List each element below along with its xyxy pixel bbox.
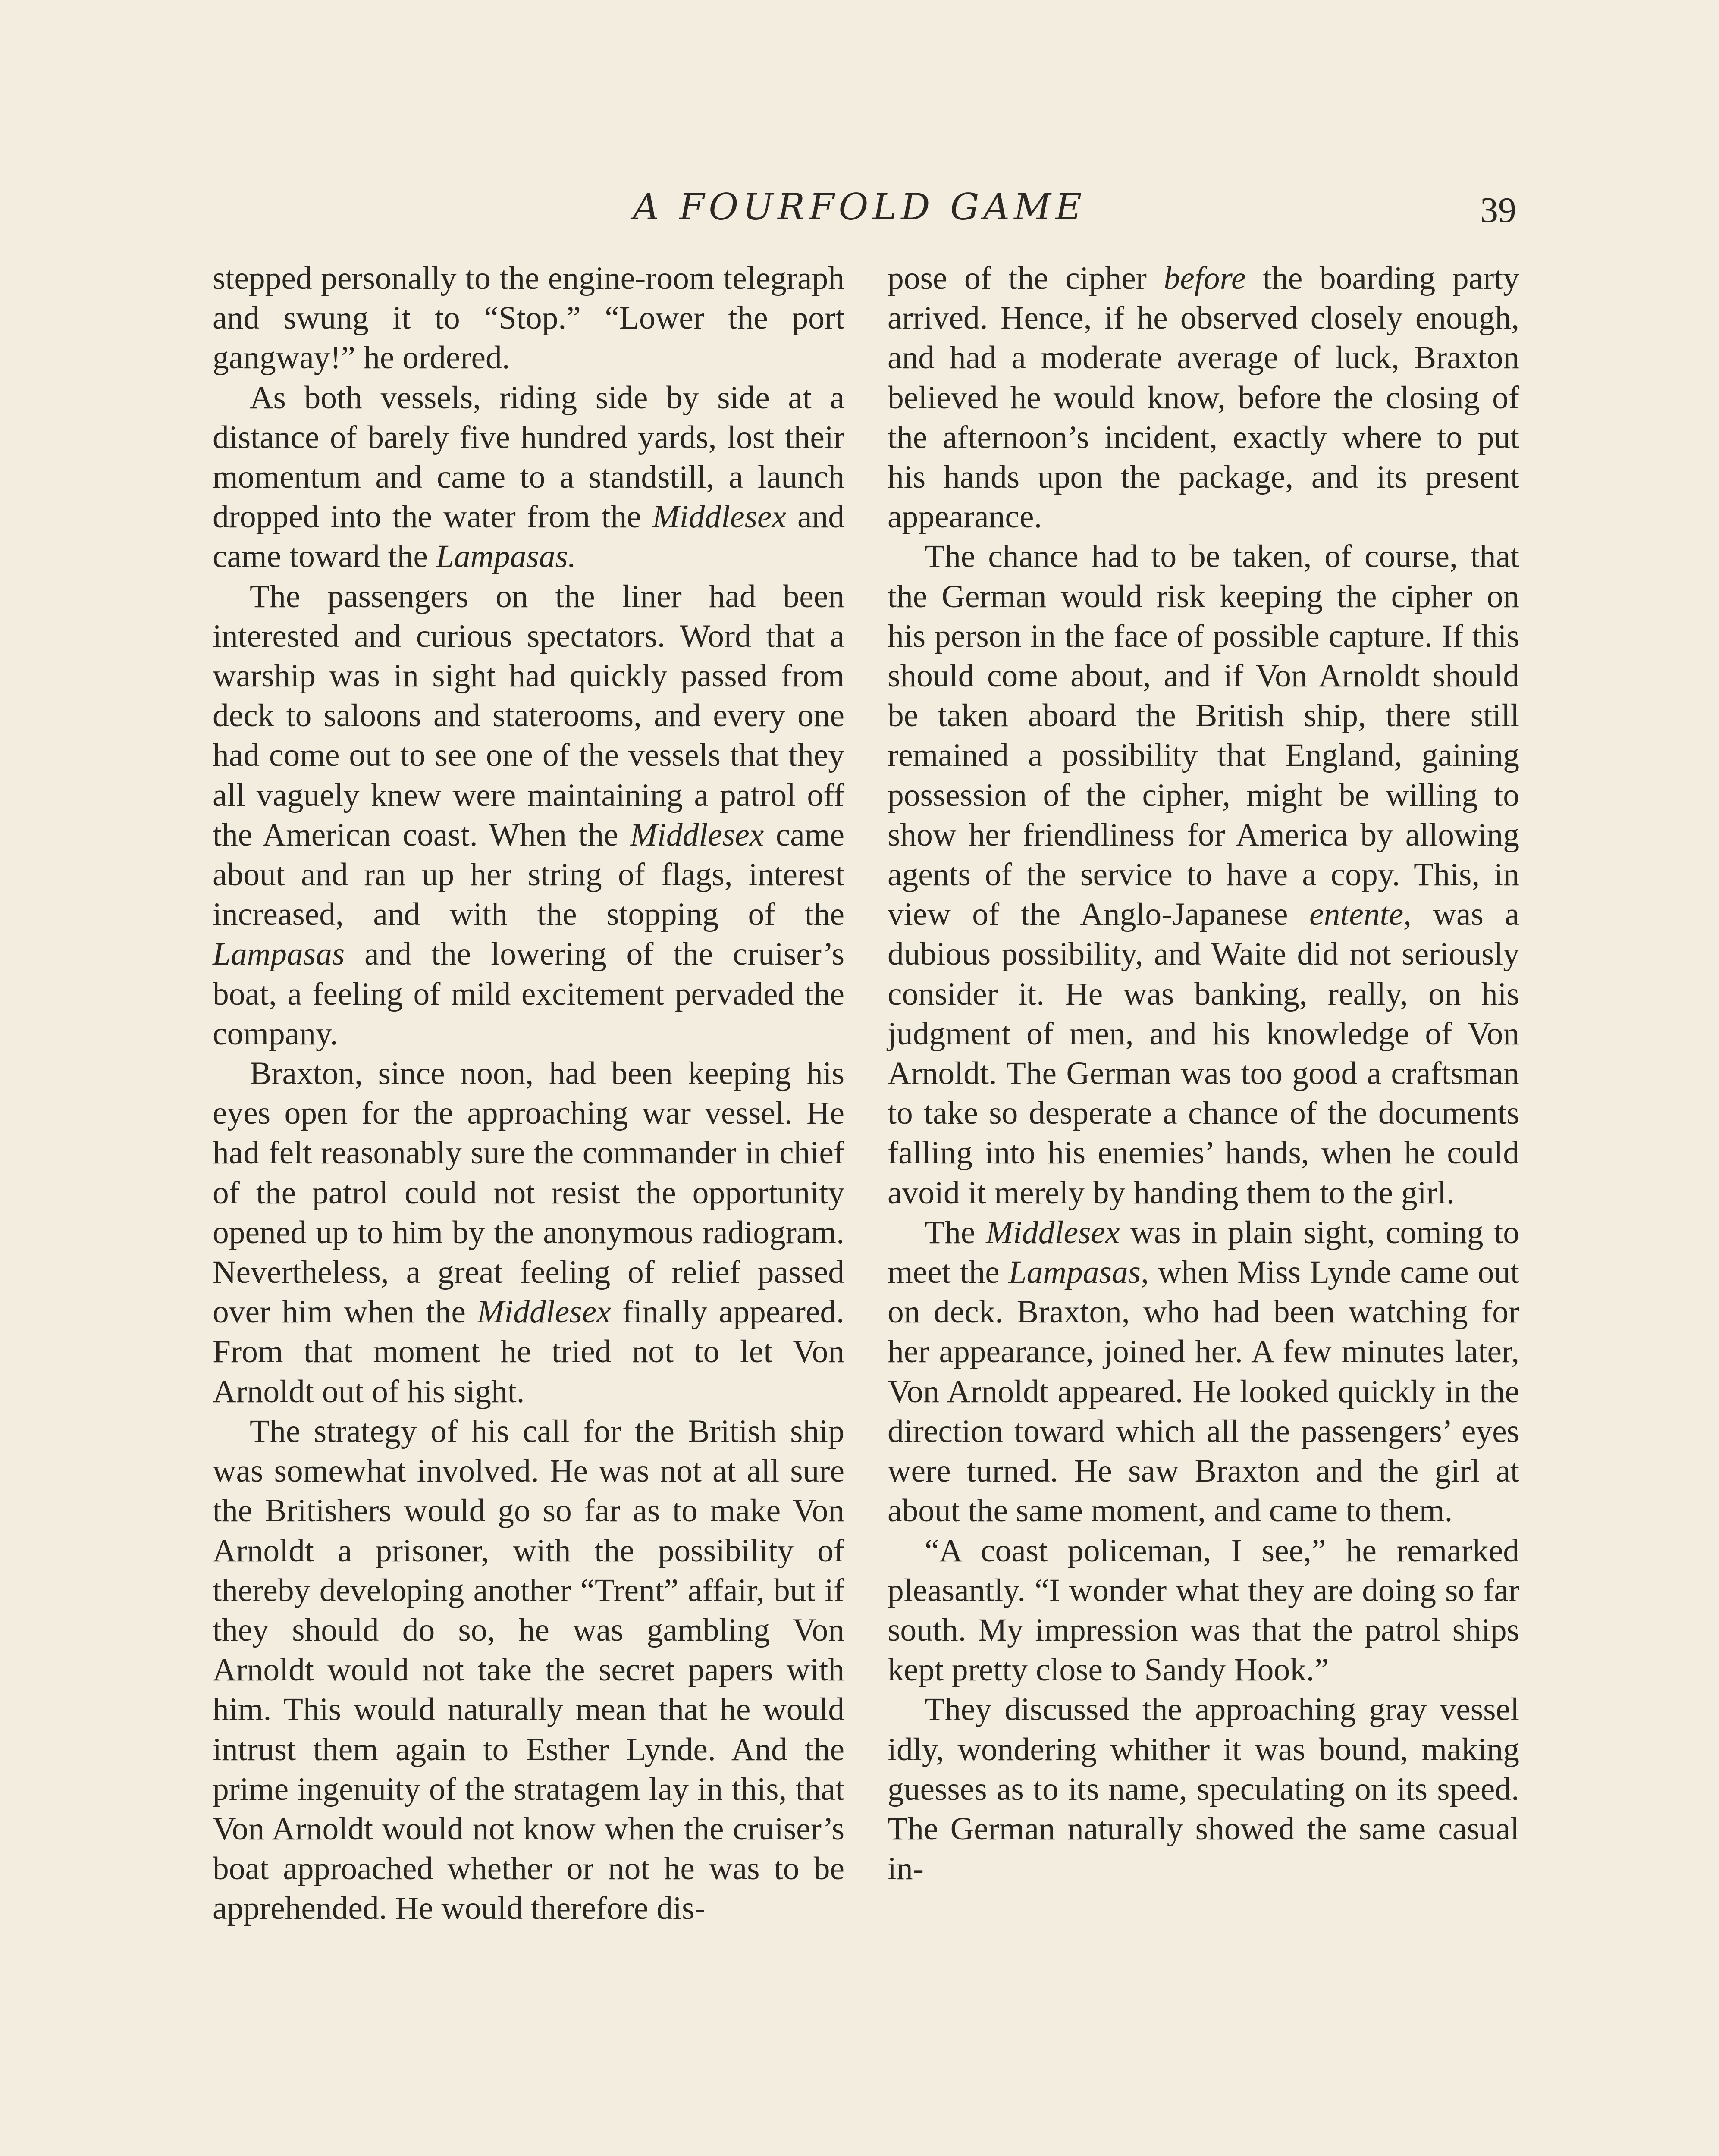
paragraph <box>888 537 1519 1213</box>
text-run: was in plain sight, coming to meet the <box>888 1214 1519 1291</box>
paragraph <box>213 1054 844 1412</box>
paragraph <box>888 259 1519 537</box>
right-column <box>888 259 1519 1889</box>
italic-text: Middlesex <box>477 1294 611 1330</box>
paragraph <box>213 577 844 1054</box>
paragraph <box>213 1412 844 1929</box>
italic-text: Lampasas <box>213 936 345 972</box>
text-run: was a dubious possibility, and Waite did not seriously consider it. He was banking, really, on his judgment of men, and his knowledge of Von Arnoldt. The German was too good a craftsman to take so desperate a chance of the documents falling into his enemies’ hands, when he could avoid it merely by handing them to the girl. <box>888 896 1519 1211</box>
italic-text: Lampasas. <box>436 539 576 575</box>
text-run: stepped personally to the engine-room telegraph and swung it to “Stop.” “Lower the port gangway!” he ordered. <box>213 260 844 376</box>
text-run: the boarding party arrived. Hence, if he observed closely enough, and had a moderate average of luck, Braxton believed he would know, before the closing of the afternoon’s incident, exactly where to put his hands upon the package, and its present appearance. <box>888 260 1519 535</box>
text-run: The <box>925 1214 986 1250</box>
text-run: and the lowering of the cruiser’s boat, a feeling of mild excitement pervaded the company. <box>213 936 844 1052</box>
italic-text: entente, <box>1309 896 1412 933</box>
text-run: finally appeared. From that moment he tried not to let Von Arnoldt out of his sight. <box>213 1294 844 1410</box>
paragraph <box>888 1213 1519 1531</box>
running-head <box>0 181 1719 233</box>
paragraph <box>213 378 844 577</box>
text-run: when Miss Lynde came out on deck. Braxton, who had been watching for her appearance, joined her. A few minutes later, Von Arnoldt appeared. He looked quickly in the direction toward which all the passengers’ eyes were turned. He saw Braxton and the girl at about the same moment, and came to them. <box>888 1254 1519 1529</box>
text-run: pose of the cipher <box>888 260 1164 296</box>
paragraph <box>213 259 844 378</box>
paragraph <box>888 1531 1519 1690</box>
running-title: A FOURFOLD GAME <box>633 186 1086 228</box>
text-run: “A coast policeman, I see,” he remarked pleasantly. “I wonder what they are doing so far south. My impression was that the patrol ships kept pretty close to Sandy Hook.” <box>888 1532 1519 1688</box>
italic-text: Middlesex <box>630 817 764 853</box>
text-run: The strategy of his call for the British ship was somewhat involved. He was not at all sure the Britishers would go so far as to make Von Arnoldt a prisoner, with the possibility of thereby developing another “Trent” affair, but if they should do so, he was gambling Von Arnoldt would not take the secret papers with him. This would naturally mean that he would intrust them again to Esther Lynde. And the prime ingenuity of the stratagem lay in this, that Von Arnoldt would not know when the cruiser’s boat approached whether or not he was to be apprehended. He would therefore dis- <box>213 1413 844 1927</box>
text-run: As both vessels, riding side by side at a distance of barely five hundred yards, lost their momentum and came to a standstill, a launch dropped into the water from the <box>213 379 844 535</box>
text-run: The chance had to be taken, of course, that the German would risk keeping the cipher on his person in the face of possible capture. If this should come about, and if Von Arnoldt should be taken aboard the British ship, there still remained a possibility that England, gaining possession of the cipher, might be willing to show her friendliness for America by allowing agents of the service to have a copy. This, in view of the Anglo-Japanese <box>888 539 1519 933</box>
text-run: Braxton, since noon, had been keeping his eyes open for the approaching war vessel. He had felt reasonably sure the commander in chief of the patrol could not resist the opportunity opened up to him by the anonymous radiogram. Nevertheless, a great feeling of relief passed over him when the <box>213 1056 844 1330</box>
left-column <box>213 259 844 1929</box>
paragraph <box>888 1690 1519 1889</box>
text-run: and came toward the <box>213 499 844 575</box>
text-run: came about and ran up her string of flags, interest increased, and with the stopping of the <box>213 817 844 933</box>
italic-text: before <box>1164 260 1246 296</box>
italic-text: Middlesex <box>986 1214 1120 1250</box>
page-number: 39 <box>1480 190 1516 230</box>
text-run: The passengers on the liner had been interested and curious spectators. Word that a warship was in sight had quickly passed from deck to saloons and staterooms, and every one had come out to see one of the vessels that they all vaguely knew were maintaining a patrol off the American coast. When the <box>213 578 844 853</box>
italic-text: Lampasas, <box>1008 1254 1149 1291</box>
text-run: They discussed the approaching gray vessel idly, wondering whither it was bound, making guesses as to its name, speculating on its speed. The German naturally showed the same casual in- <box>888 1692 1519 1887</box>
italic-text: Middlesex <box>652 499 786 535</box>
